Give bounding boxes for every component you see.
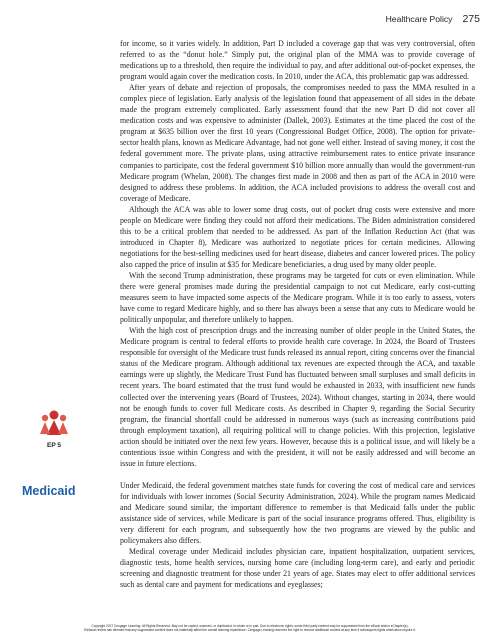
competency-icon bbox=[39, 408, 69, 436]
paragraph: With the second Trump administration, these programs may be targeted for cuts or even elimination. While there were general promises made during the presidential campaign to not cut Medicare, early cost-cutting measures seem to have impacted some aspects of the Medicare program. While it is too early to assess, voters have come to regard Medicare highly, and so there has always been a sense that any cuts to Medicare would be politically unpopular, and therefore unlikely to happen. bbox=[120, 270, 475, 325]
ep-marker bbox=[36, 408, 72, 449]
section-heading-medicaid: Medicaid bbox=[22, 484, 76, 498]
ep-label: EP 5 bbox=[47, 442, 61, 449]
footer-line: Editorial review has deemed that any suppressed content does not materially affect the overall learning experience. Cengage Learning reserves the right to remove additional content at any time if subsequent rights restrictions require it. bbox=[84, 628, 416, 633]
paragraph: for income, so it varies widely. In addition, Part D included a coverage gap that was very controversial, often referred to as the “donut hole.” Simply put, the original plan of the MMA was to provide coverage of medications up to a threshold, then require the individual to pay, and after additional out-of-pocket expenses, the program would again cover the medication costs. In 2010, under the ACA, this problematic gap was addressed. bbox=[120, 39, 475, 82]
page-header bbox=[386, 13, 480, 27]
running-head: Healthcare Policy bbox=[385, 14, 453, 24]
copyright-footer bbox=[0, 624, 500, 633]
paragraph: After years of debate and rejection of proposals, the compromises needed to pass the MMA resulted in a complex piece of legislation. Early analysis of the legislation found that appeasement of all sides in the debate made the program extremely complicated. Early assessment found that the new Part D did not cover all medication costs and was expensive to administer (Dallek, 2003). Estimates at the time placed the cost of the program at $635 billion over the first 10 years (Congressional Budget Office, 2008). The option for private-sector health plans, known as Medicare Advantage, had not gone well either. Instead of saving money, it cost the federal government more. The private plans, using attractive reimbursement rates to entice private insurance companies to participate, cost the federal government $10 billion more annually than would the government-run Medicare program (Whelan, 2008). The changes first made in 2008 and then as part of the ACA in 2010 were designed to address these problems. In addition, the ACA included provisions to address the overall cost and coverage of Medicare. bbox=[120, 83, 475, 203]
paragraph: Although the ACA was able to lower some drug costs, out of pocket drug costs were extensive and more people on Medicare were finding they could not afford their medications. The Biden administration considered this to be a critical problem that needed to be addressed. As part of the Inflation Reduction Act (that was introduced in Chapter 8), Medicare was authorized to negotiate prices for certain medicines. Allowing negotiations for the best-selling medicines used for heart disease, diabetes and cancer lowered prices. The policy also capped the price of insulin at $35 for Medicare beneficiaries, a drug used by many older people. bbox=[120, 204, 475, 269]
paragraph: Medical coverage under Medicaid includes physician care, inpatient hospitalization, outpatient services, diagnostic tests, home health services, nursing home care (including long-term care), and early and periodic screening and diagnostic treatment for those under 21 years of age. States may elect to offer additional services such as dental care and payment for medications and eyeglasses; bbox=[120, 547, 475, 590]
footer-line: Copyright 2027 Cengage Learning. All Rights Reserved. May not be copied, scanned, or duplicated, in whole or in part. Due to electronic rights, some third party content may be suppressed from the eBook and/or eChapter(s). bbox=[91, 624, 409, 628]
page-number: 275 bbox=[462, 13, 480, 25]
body-text bbox=[120, 38, 475, 590]
paragraph: Under Medicaid, the federal government matches state funds for covering the cost of medical care and services for individuals with lower incomes (Social Security Administration, 2024). While the program names Medicaid and Medicare sound similar, the important difference to remember is that Medicaid falls under the public assistance side of services, while Medicare is part of the social insurance programs offered. Thus, eligibility is very different for each program, and subsequently how the two programs are viewed by the public and policymakers also differs. bbox=[120, 480, 475, 546]
paragraph: With the high cost of prescription drugs and the increasing number of older people in the United States, the Medicare program is central to federal efforts to provide health care coverage. In 2024, the Board of Trustees responsible for oversight of the Medicare trust funds released its annual report, citing concerns over the financial status of the Medicare program. Although additional tax revenues are expected through the ACA, and taxable earnings were up slightly, the Medicare Trust Fund has fluctuated between small surpluses and small deficits in recent years. The board estimated that the trust fund would be exhausted in 2033, with insufficient new funds collected over the intervening years (Board of Trustees, 2024). Without changes, starting in 2034, there would not be enough funds to cover full Medicare costs. As described in Chapter 9, regarding the Social Security program, the financial shortfall could be addressed in numerous ways (such as increasing contributions paid through employment taxation), all requiring political will to change policies. With this projection, legislative action should be initiated over the next few years. However, because this is a political issue, and will likely be a contentious issue within Congress and with the president, it will not be easily addressed and will become an issue in future elections. bbox=[120, 326, 475, 468]
